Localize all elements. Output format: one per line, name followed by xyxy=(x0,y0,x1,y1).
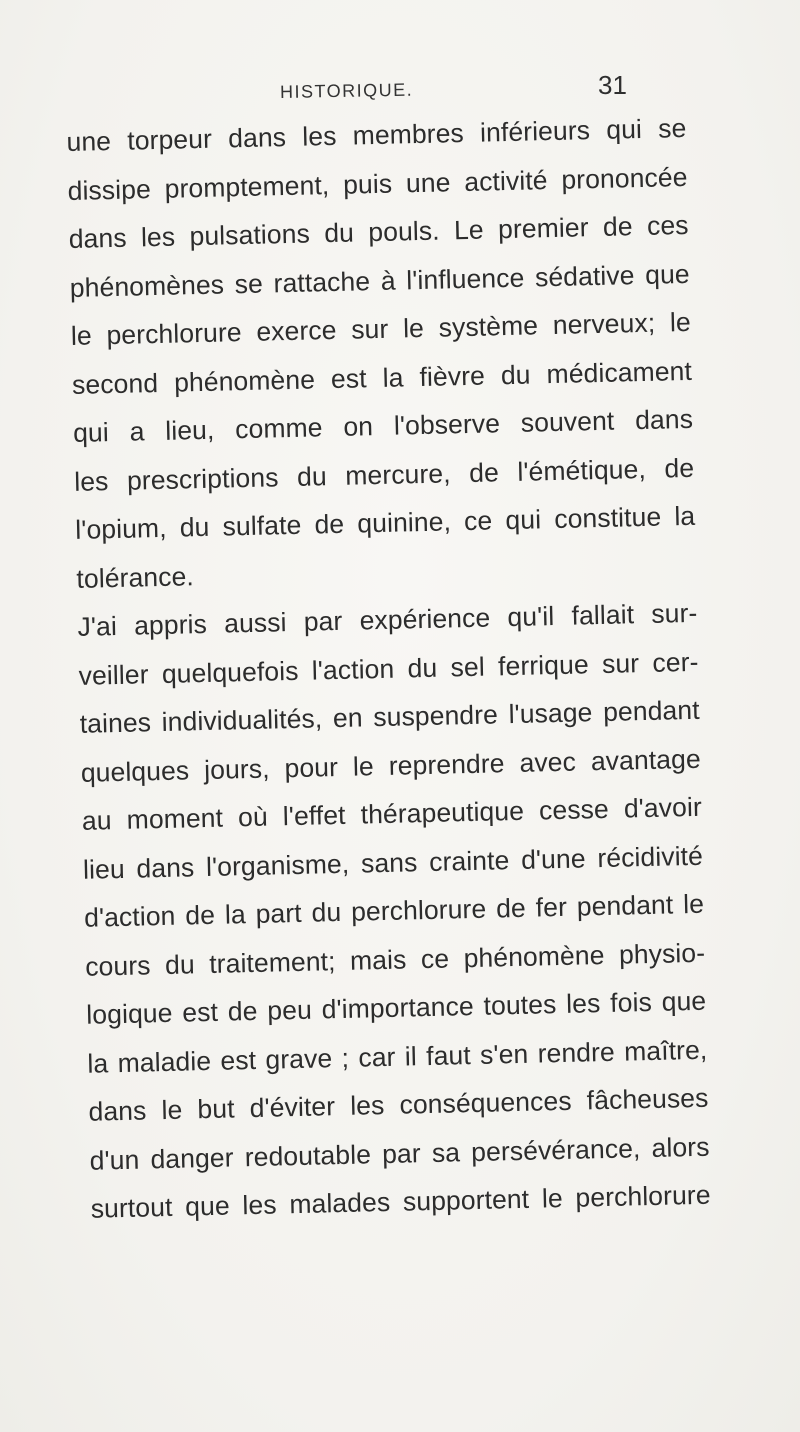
text-line: qui a lieu, comme on l'observe souvent dans xyxy=(72,403,694,448)
text-line: dans les pulsations du pouls. Le premier de ces xyxy=(68,209,689,254)
text-line: phénomènes se rattache à l'influence sédative que xyxy=(69,258,691,303)
text-line: second phénomène est la fièvre du médicament xyxy=(71,355,693,400)
text-line: la maladie est grave ; car il faut s'en rendre maître, xyxy=(87,1034,708,1079)
text-line: veiller quelquefois l'action du sel ferrique sur cer- xyxy=(78,646,699,691)
page-number: 31 xyxy=(598,70,627,100)
text-line: le perchlorure exerce sur le système nerveux; le xyxy=(70,306,692,351)
text-line: logique est de peu d'importance toutes les fois que xyxy=(86,985,707,1030)
text-line: dans le but d'éviter les conséquences fâcheuses xyxy=(88,1082,709,1127)
text-line: au moment où l'effet thérapeutique cesse d'avoir xyxy=(81,791,703,836)
text-line: cours du traitement; mais ce phénomène physio- xyxy=(84,937,706,982)
paragraph-first-line: J'ai appris aussi par expérience qu'il fallait sur- xyxy=(77,597,698,642)
text-line: l'opium, du sulfate de quinine, ce qui constitue la xyxy=(75,500,696,545)
text-line: quelques jours, pour le reprendre avec avantage xyxy=(80,743,702,788)
text-line: surtout que les malades supportent le perchlorure xyxy=(90,1179,711,1224)
text-line: dissipe promptement, puis une activité prononcée xyxy=(67,161,688,206)
text-line: tolérance. xyxy=(76,560,195,594)
text-line: une torpeur dans les membres inférieurs qui se xyxy=(66,112,687,157)
text-line: lieu dans l'organisme, sans crainte d'une récidivité xyxy=(82,840,704,885)
text-line: d'un danger redoutable par sa persévérance, alors xyxy=(89,1131,710,1176)
running-title: HISTORIQUE. xyxy=(279,79,414,102)
text-line: les prescriptions du mercure, de l'émétique, de xyxy=(73,452,695,497)
body-text xyxy=(66,104,711,1233)
text-line: d'action de la part du perchlorure de fer pendant le xyxy=(83,888,705,933)
text-line: taines individualités, en suspendre l'usage pendant xyxy=(79,694,700,739)
